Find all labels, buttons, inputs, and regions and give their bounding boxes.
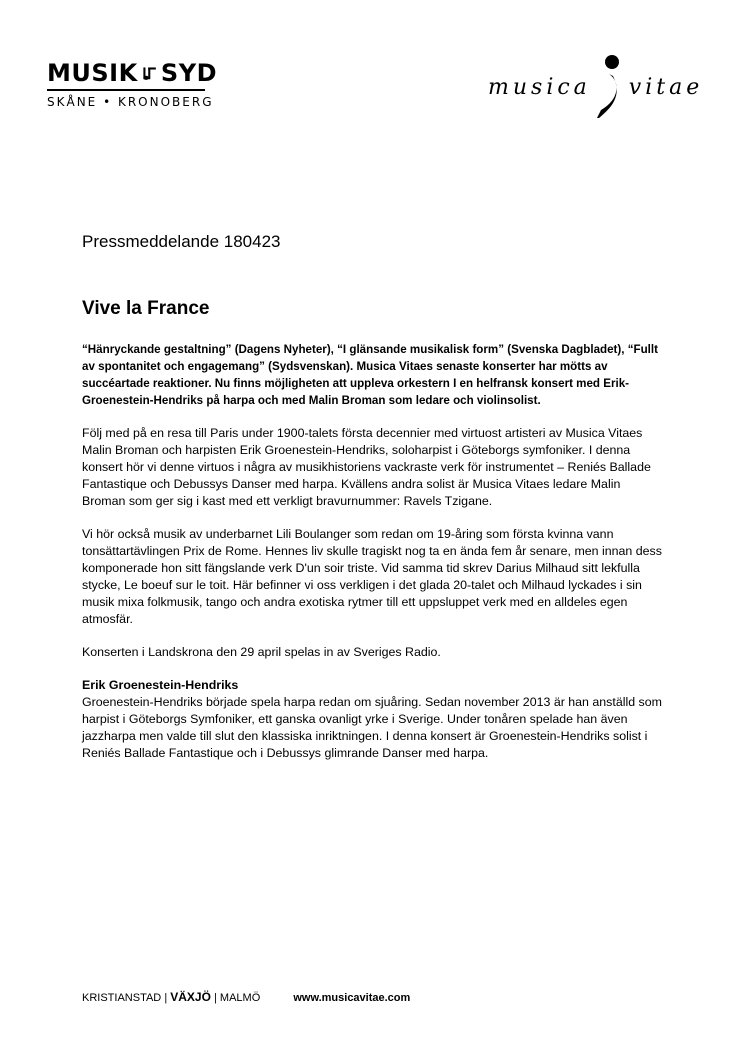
footer-separator: |	[210, 992, 220, 1004]
logo-text-syd: SYD	[160, 59, 217, 87]
page-title: Vive la France	[82, 298, 210, 319]
footer-city-vaxjo: VÄXJÖ	[170, 990, 211, 1004]
body-paragraph: Följ med på en resa till Paris under 1900-talets första decennier med virtuost artisteri av Musica Vitaes Malin Broman och harpisten Erik Groenestein-Hendriks, soloharpist i Göteborgs symfoniker. I denna konsert hör vi denne virtuos i några av musikhistoriens vackraste verk för instrumentet – Reniés Ballade Fantastique och Debussys Danser med harpa. Kvällens andra solist är Musica Vitaes ledare Malin Broman som ger sig i kast med ett verkligt bravurnummer: Ravels Tzigane.	[82, 426, 651, 508]
logo-text-musik: MUSIK	[47, 59, 138, 87]
press-release-label: Pressmeddelande 180423	[82, 232, 281, 251]
lead-paragraph: “Hänryckande gestaltning” (Dagens Nyheter), “I glänsande musikalisk form” (Svenska Dagbladet), “Fullt av spontanitet och engagemang” (Sydsvenskan). Musica Vitaes senaste konserter har mötts av succéartade reaktioner. Nu finns möjligheten att uppleva orkestern I en helfransk konsert med Erik-Groenestein-Hendriks på harpa och med Malin Broman som ledare och violinsolist.	[82, 343, 658, 407]
article-body	[82, 341, 662, 778]
logo-divider	[47, 89, 205, 91]
logo-subtitle: SKÅNE • KRONOBERG	[47, 95, 214, 109]
body-paragraph: Konserten i Landskrona den 29 april spelas in av Sveriges Radio.	[82, 645, 441, 659]
footer-city-kristianstad: KRISTIANSTAD	[82, 992, 162, 1004]
violin-scroll-icon	[591, 52, 627, 122]
footer-city-malmo: MALMÖ	[219, 992, 261, 1004]
logo-text-musica: musica	[488, 74, 591, 100]
musical-note-icon	[142, 62, 157, 84]
footer-separator: |	[161, 992, 171, 1004]
logo-text-vitae: vitae	[628, 74, 704, 100]
footer-website-link[interactable]: www.musicavitae.com	[293, 992, 411, 1004]
musica-vitae-logo	[488, 52, 708, 122]
musik-i-syd-logo	[47, 60, 217, 109]
body-paragraph: Vi hör också musik av underbarnet Lili Boulanger som redan om 19-åring som första kvinna vann tonsättartävlingen Prix de Rome. Hennes liv skulle tragiskt nog ta en ända fem år senare, men innan dess komponerade hon sitt fängslande verk D'un soir triste. Vid samma tid skrev Darius Milhaud sitt lekfulla stycke, Le boeuf sur le toit. Här befinner vi oss verkligen i det glada 20-talet och Milhaud lyckades i sin musik mixa folkmusik, tango och andra exotiska rytmer till ett uppsluppet verk med en alldeles egen atmosfär.	[82, 527, 662, 626]
musik-i-syd-wordmark	[47, 60, 217, 86]
section-paragraph: Groenestein-Hendriks började spela harpa redan om sjuåring. Sedan november 2013 är han anställd som harpist i Göteborgs Symfoniker, ett ganska ovanligt yrke i Sverige. Under tonåren spelade han även jazzharpa men valde till slut den klassiska inriktningen. I denna konsert är Groenestein-Hendriks solist i Reniés Ballade Fantastique och i Debussys glimrande Danser med harpa.	[82, 695, 662, 760]
footer	[82, 990, 410, 1004]
section-heading: Erik Groenestein-Hendriks	[82, 678, 239, 692]
